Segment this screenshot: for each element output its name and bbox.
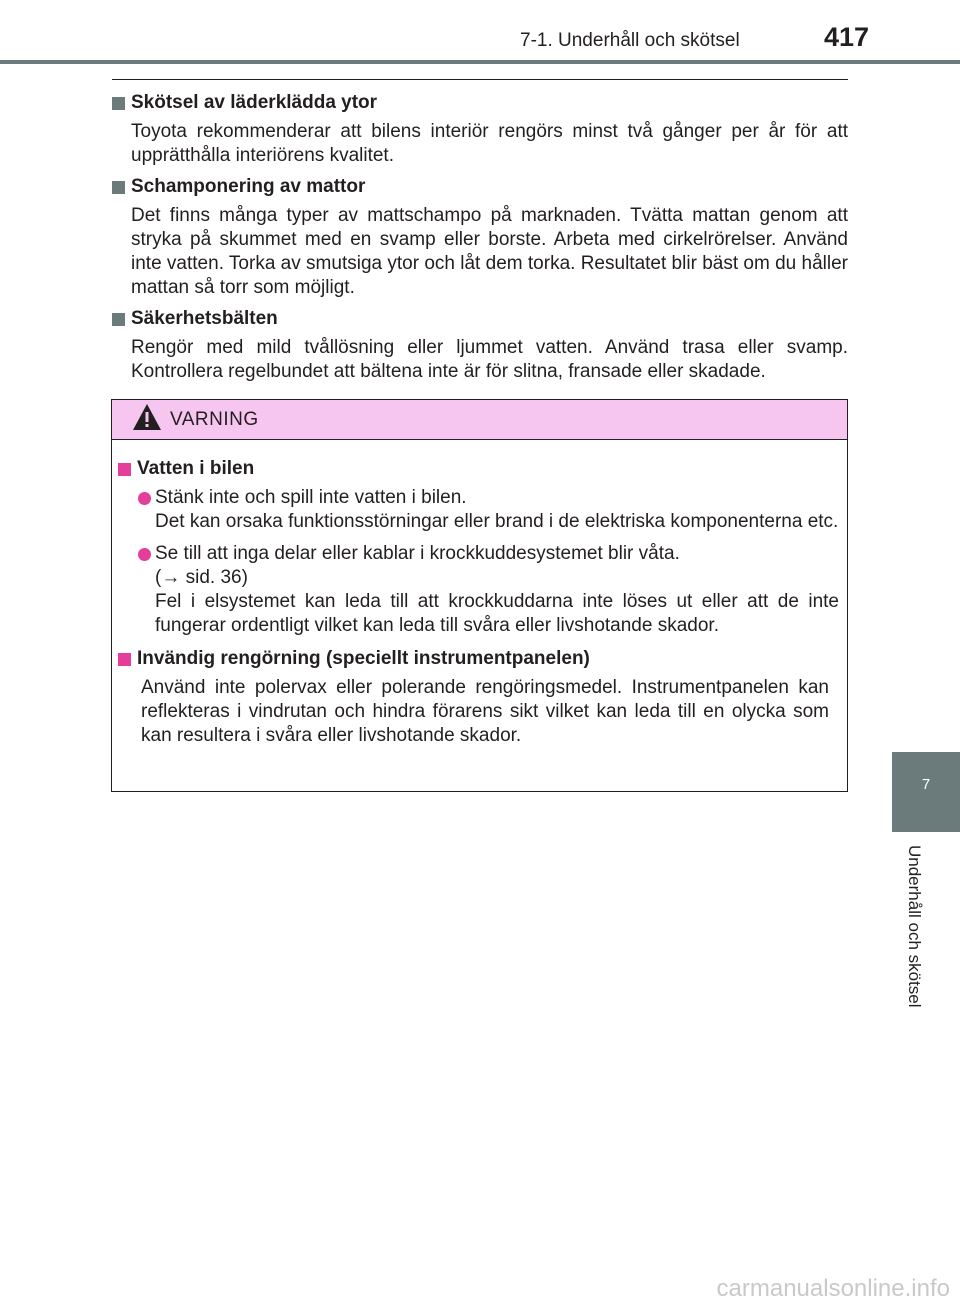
section-title: 7-1. Underhåll och skötsel bbox=[520, 30, 740, 51]
section-heading: Skötsel av läderklädda ytor bbox=[131, 92, 378, 113]
square-bullet-icon bbox=[118, 463, 131, 476]
section-heading: Schamponering av mattor bbox=[131, 176, 366, 197]
chapter-tab bbox=[892, 752, 960, 832]
chapter-label: Underhåll och skötsel bbox=[905, 845, 924, 1008]
section-seatbelts bbox=[112, 306, 848, 384]
warning-header bbox=[112, 400, 847, 440]
warning-label: VARNING bbox=[170, 408, 259, 430]
chapter-number: 7 bbox=[921, 776, 931, 793]
warning-triangle-icon bbox=[132, 403, 162, 436]
section-carpet bbox=[112, 174, 848, 300]
section-text: Det finns många typer av mattschampo på marknaden. Tvätta mattan genom att stryka på skummet med en svamp eller borste. Arbeta med cirkelrörelser. Använd inte vatten. Torka av smutsiga ytor och låt dem torka. Resultatet blir bäst om du håller mattan så torr som möjligt. bbox=[131, 205, 848, 298]
page-number: 417 bbox=[824, 22, 870, 52]
section-leather bbox=[112, 90, 848, 168]
section-text: Toyota rekommenderar att bilens interiör rengörs minst två gånger per år för att upprätthålla interiörens kvalitet. bbox=[131, 121, 848, 166]
page-reference-link[interactable]: (→ sid. 36) bbox=[155, 567, 248, 588]
warning-bullet: Se till att inga delar eller kablar i krockkuddesystemet blir våta. (→ sid. 36) Fel i elsystemet kan leda till att krockkuddarna inte löses ut eller att de inte fungerar ordentligt vilket kan leda till svåra eller livshotande skador. bbox=[138, 542, 839, 638]
watermark: carmanualsonline.info bbox=[716, 1275, 950, 1302]
warning-bullet: Stänk inte och spill inte vatten i bilen. Det kan orsaka funktionsstörningar eller brand i de elektriska komponenterna etc. bbox=[138, 486, 839, 534]
square-bullet-icon bbox=[112, 97, 125, 110]
page-header bbox=[0, 0, 960, 60]
section-heading: Säkerhetsbälten bbox=[131, 308, 278, 329]
content-rule bbox=[112, 79, 848, 80]
round-bullet-icon bbox=[138, 492, 151, 505]
header-rule bbox=[0, 60, 960, 64]
warning-box bbox=[111, 399, 848, 792]
square-bullet-icon bbox=[112, 181, 125, 194]
square-bullet-icon bbox=[118, 653, 131, 666]
section-text: Rengör med mild tvållösning eller ljummet vatten. Använd trasa eller svamp. Kontrollera regelbundet att bältena inte är för slitna, fransade eller skadade. bbox=[131, 337, 848, 382]
warning-subheading: Vatten i bilen bbox=[118, 456, 839, 482]
round-bullet-icon bbox=[138, 548, 151, 561]
warning-subheading: Invändig rengörning (speciellt instrumentpanelen) bbox=[118, 646, 839, 672]
square-bullet-icon bbox=[112, 313, 125, 326]
warning-text: Använd inte polervax eller polerande rengöringsmedel. Instrumentpanelen kan reflekteras i vindrutan och hindra förarens sikt vilket kan leda till en olycka som kan resultera i svåra eller livshotande skador. bbox=[141, 677, 829, 746]
